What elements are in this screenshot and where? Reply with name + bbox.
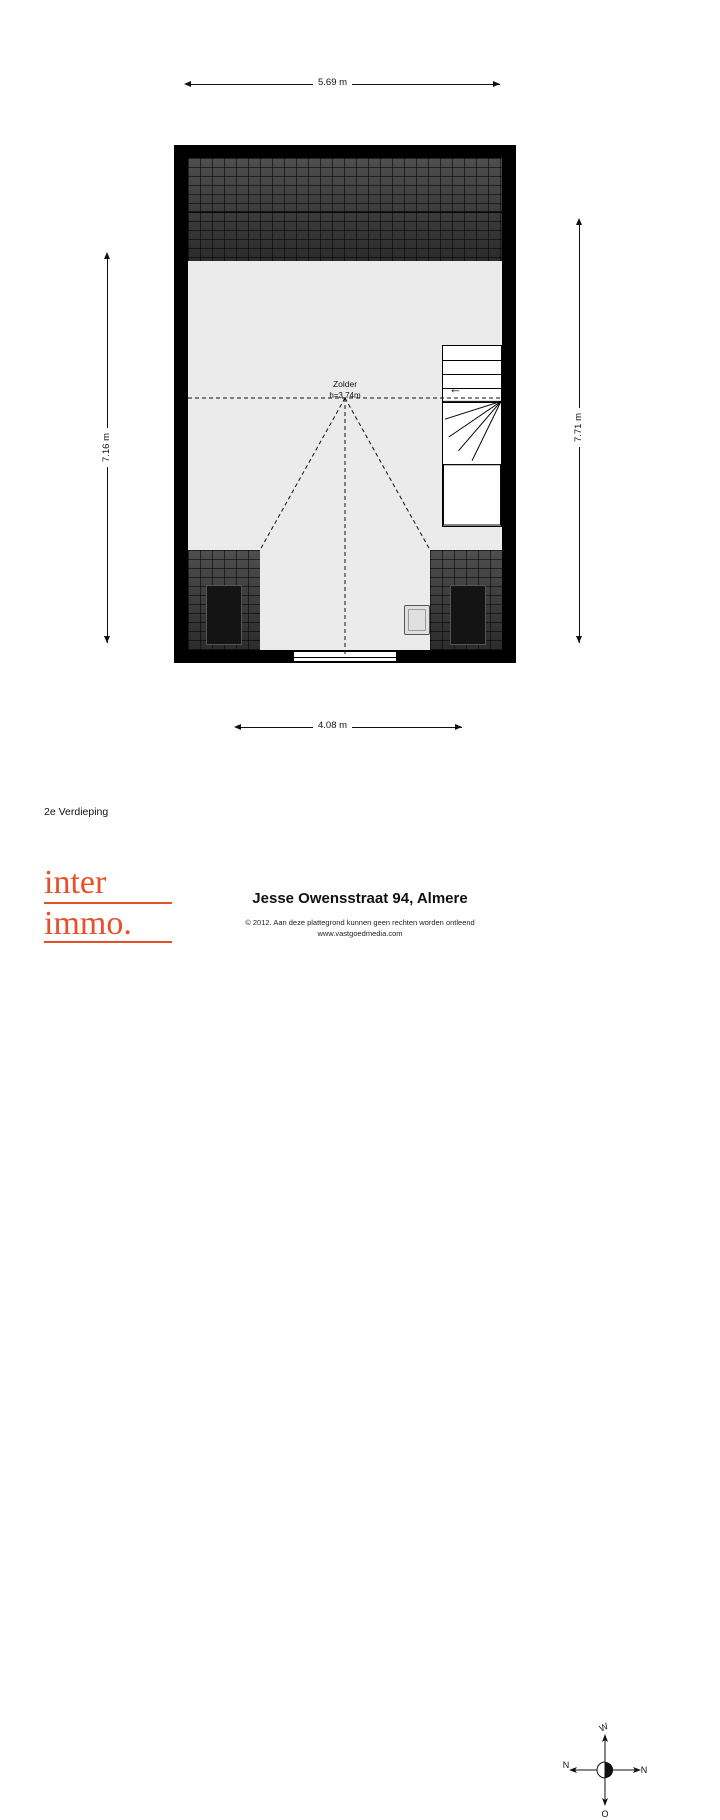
dimension-left-label: 7.16 m bbox=[101, 428, 112, 467]
roof-hip-dashed-lines bbox=[174, 145, 516, 663]
room-name: Zolder bbox=[332, 379, 358, 389]
compass-label-east: O bbox=[601, 1809, 609, 1819]
dimension-right-label: 7.71 m bbox=[573, 408, 584, 447]
building-outline bbox=[174, 145, 516, 663]
copyright-notice bbox=[0, 917, 720, 939]
floor-caption: 2e Verdieping bbox=[44, 806, 109, 818]
footer bbox=[0, 860, 720, 1819]
stairs-direction-arrow: ← bbox=[449, 381, 462, 396]
logo-line-1: inter bbox=[44, 866, 172, 904]
dimension-bottom-label: 4.08 m bbox=[313, 720, 352, 731]
copyright-website: www.vastgoedmedia.com bbox=[317, 929, 403, 938]
compass-rose bbox=[560, 1720, 650, 1820]
dimension-top-label: 5.69 m bbox=[313, 77, 352, 88]
compass-label-west: W bbox=[597, 1720, 610, 1734]
floorplan-canvas bbox=[0, 0, 720, 760]
room-height: h=3.74m bbox=[329, 391, 361, 400]
property-address: Jesse Owensstraat 94, Almere bbox=[252, 890, 468, 907]
compass-label-north: N bbox=[562, 1760, 570, 1770]
copyright-line-1: © 2012. Aan deze plattegrond kunnen geen rechten worden ontleend bbox=[245, 918, 475, 927]
compass-label-north-right: N bbox=[640, 1765, 648, 1775]
logo-line-2: immo. bbox=[44, 904, 172, 943]
room-label bbox=[174, 379, 516, 401]
